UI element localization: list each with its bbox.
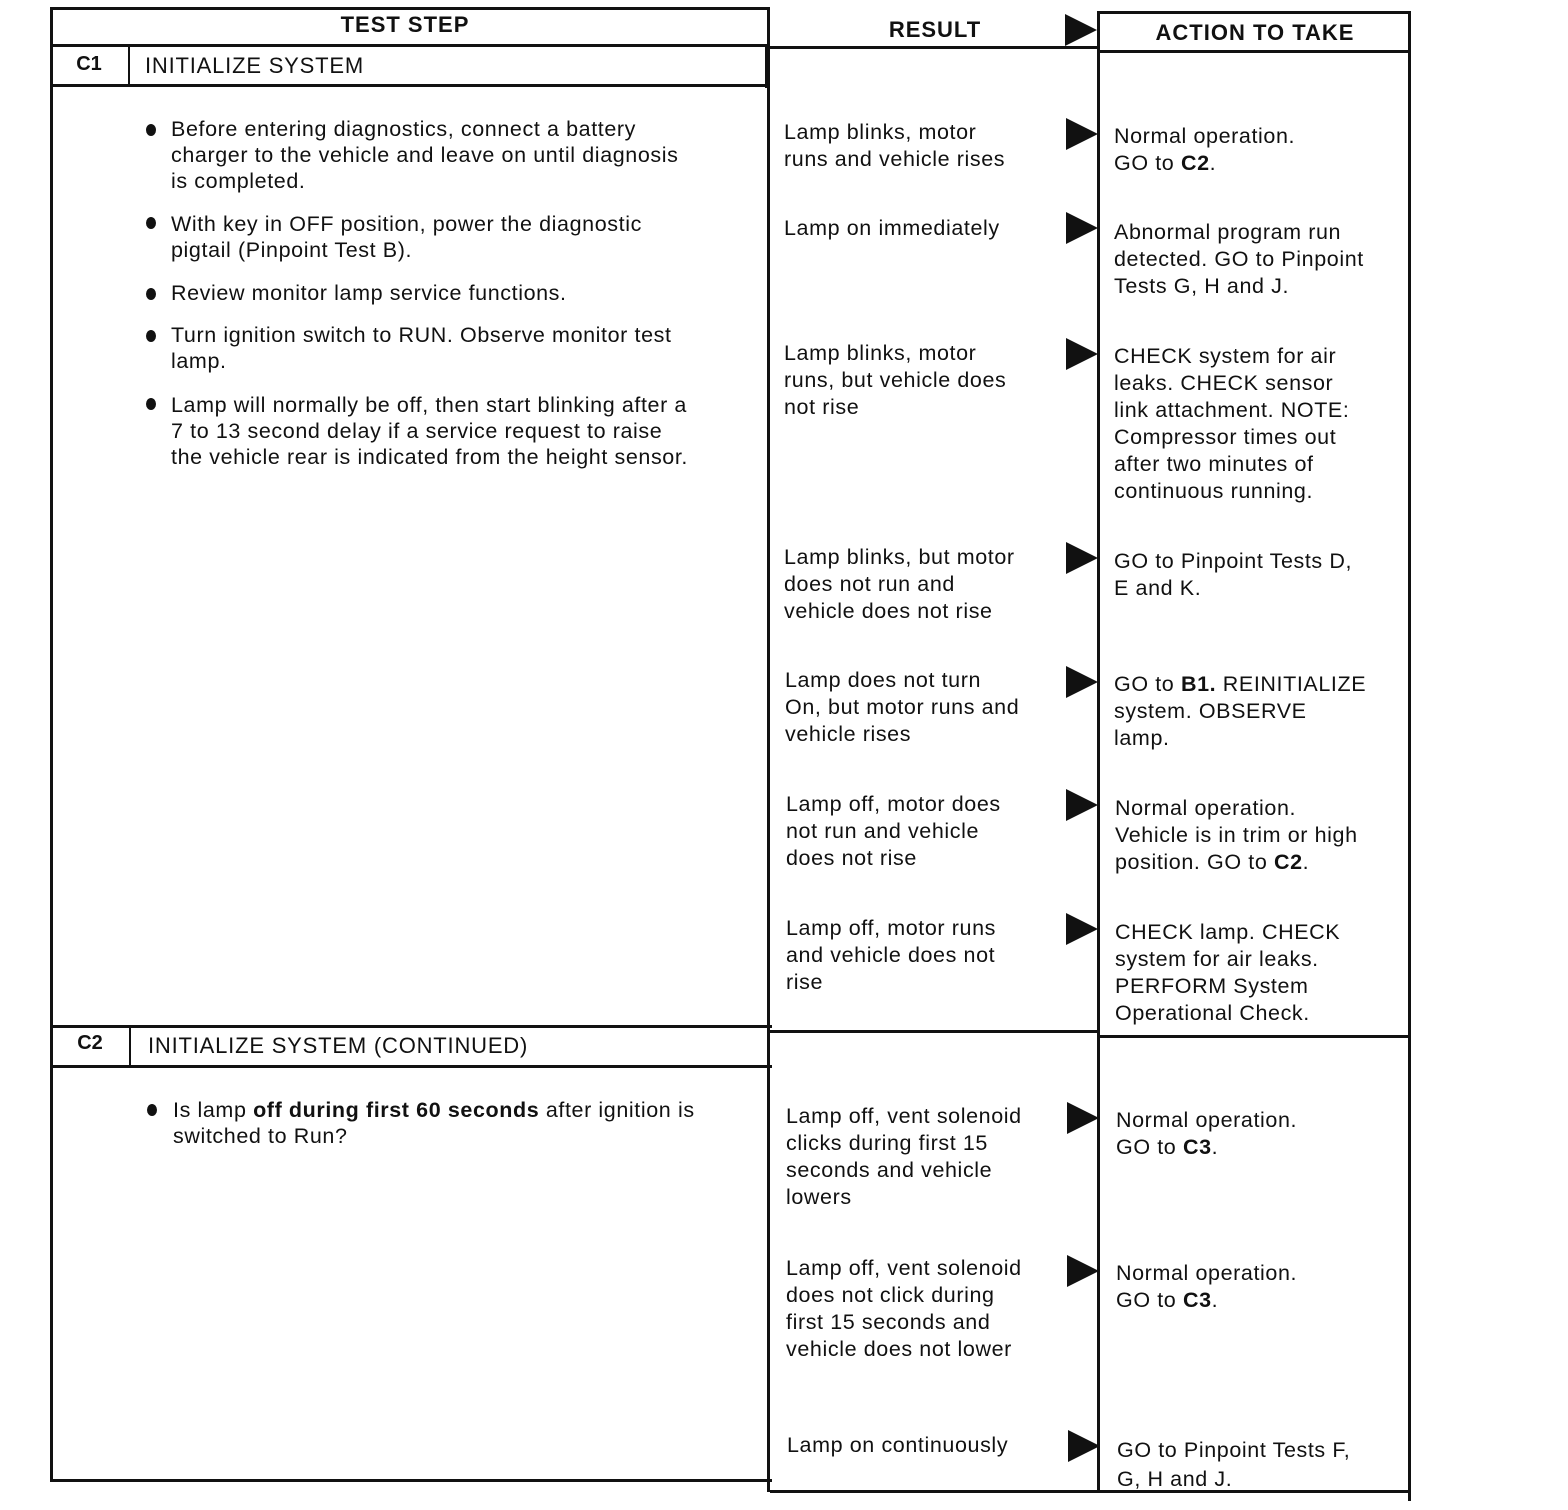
bullet-icon	[146, 330, 156, 342]
c1-c2-separator-result	[770, 1030, 1100, 1033]
header-bottom-border-result	[767, 46, 1100, 49]
c1-bullet-1: Before entering diagnostics, connect a battery charger to the vehicle and leave on until diagnosis is completed.	[171, 117, 679, 193]
c1-bullet-4: Turn ignition switch to RUN. Observe monitor test lamp.	[171, 323, 672, 373]
c1-result-1: Lamp blinks, motor runs and vehicle rises	[784, 120, 1006, 171]
bullet-icon	[146, 124, 156, 136]
table-right-border	[1408, 11, 1411, 1501]
result-arrow-icon	[1066, 913, 1098, 945]
header-action-to-take: ACTION TO TAKE	[1155, 20, 1355, 45]
c1-bullet-5: Lamp will normally be off, then start blinking after a 7 to 13 second delay if a service request to raise the vehicle rear is indicated from the height sensor.	[171, 393, 689, 469]
step-code-c1: C1	[76, 53, 102, 75]
c1-result-7: Lamp off, motor runs and vehicle does not rise	[786, 916, 996, 994]
c2-action-1: Normal operation. GO to C3.	[1116, 1108, 1298, 1159]
result-arrow-icon	[1066, 212, 1098, 244]
c1-action-7: CHECK lamp. CHECK system for air leaks. PERFORM System Operational Check.	[1115, 920, 1341, 1025]
step-title-c1: INITIALIZE SYSTEM	[145, 53, 364, 78]
bullet-icon	[146, 398, 156, 410]
c1-result-2: Lamp on immediately	[784, 216, 1000, 240]
step-code-c2: C2	[77, 1032, 103, 1054]
c1-bullet-2: With key in OFF position, power the diagnostic pigtail (Pinpoint Test B).	[171, 212, 642, 262]
c2-result-2: Lamp off, vent solenoid does not click during first 15 seconds and vehicle does not lower	[786, 1256, 1022, 1361]
c1-c2-separator-action	[1097, 1035, 1411, 1038]
c1-bullet-3: Review monitor lamp service functions.	[171, 281, 567, 305]
c2-title-bottom	[50, 1065, 772, 1068]
c1-action-3: CHECK system for air leaks. CHECK sensor link attachment. NOTE: Compressor times out after two minutes of continuous running.	[1114, 344, 1350, 503]
c2-action-2: Normal operation. GO to C3.	[1116, 1261, 1298, 1312]
header-arrow-icon	[1065, 14, 1097, 46]
c2-bullet-1: Is lamp off during first 60 seconds after ignition is switched to Run?	[173, 1098, 695, 1148]
table-left-border	[50, 7, 53, 1482]
c1-title-right	[765, 44, 767, 88]
c1-c2-separator-left	[50, 1025, 772, 1028]
header-bottom-border-action	[1097, 50, 1411, 53]
c1-result-5: Lamp does not turn On, but motor runs and vehicle rises	[785, 668, 1020, 746]
c2-result-3: Lamp on continuously	[787, 1433, 1009, 1457]
result-arrow-icon	[1068, 1430, 1100, 1462]
c1-action-6: Normal operation. Vehicle is in trim or high position. GO to C2.	[1115, 796, 1358, 874]
result-arrow-icon	[1066, 118, 1098, 150]
c1-result-3: Lamp blinks, motor runs, but vehicle does not rise	[784, 341, 1007, 419]
result-arrow-icon	[1067, 1102, 1099, 1134]
header-bottom-border	[50, 44, 770, 47]
c1-title-bottom	[50, 84, 770, 87]
table-top-border-right	[1098, 11, 1410, 14]
result-arrow-icon	[1067, 1255, 1099, 1287]
c1-result-4: Lamp blinks, but motor does not run and vehicle does not rise	[784, 545, 1015, 623]
header-result: RESULT	[888, 17, 982, 42]
table-top-border-left	[50, 7, 770, 10]
c1-action-1: Normal operation. GO to C2.	[1114, 124, 1296, 175]
c1-action-5: GO to B1. REINITIALIZE system. OBSERVE lamp.	[1114, 672, 1367, 750]
bullet-icon	[146, 288, 156, 300]
result-arrow-icon	[1066, 666, 1098, 698]
c2-action-3: GO to Pinpoint Tests F, G, H and J.	[1117, 1438, 1351, 1491]
step-title-c2: INITIALIZE SYSTEM (CONTINUED)	[148, 1033, 529, 1058]
c1-action-2: Abnormal program run detected. GO to Pinpoint Tests G, H and J.	[1114, 220, 1364, 298]
c1-action-4: GO to Pinpoint Tests D, E and K.	[1114, 549, 1353, 600]
c2-result-1: Lamp off, vent solenoid clicks during first 15 seconds and vehicle lowers	[786, 1104, 1022, 1209]
result-arrow-icon	[1066, 789, 1098, 821]
bullet-icon	[147, 1104, 157, 1116]
table-bottom-border-left	[50, 1479, 772, 1482]
header-test-step: TEST STEP	[340, 12, 470, 37]
c2-code-divider	[129, 1026, 131, 1066]
c1-result-6: Lamp off, motor does not run and vehicle does not rise	[786, 792, 1001, 870]
c1-code-divider	[128, 44, 130, 84]
bullet-icon	[146, 217, 156, 229]
column-divider-result	[767, 7, 770, 1492]
result-arrow-icon	[1066, 542, 1098, 574]
result-arrow-icon	[1066, 338, 1098, 370]
